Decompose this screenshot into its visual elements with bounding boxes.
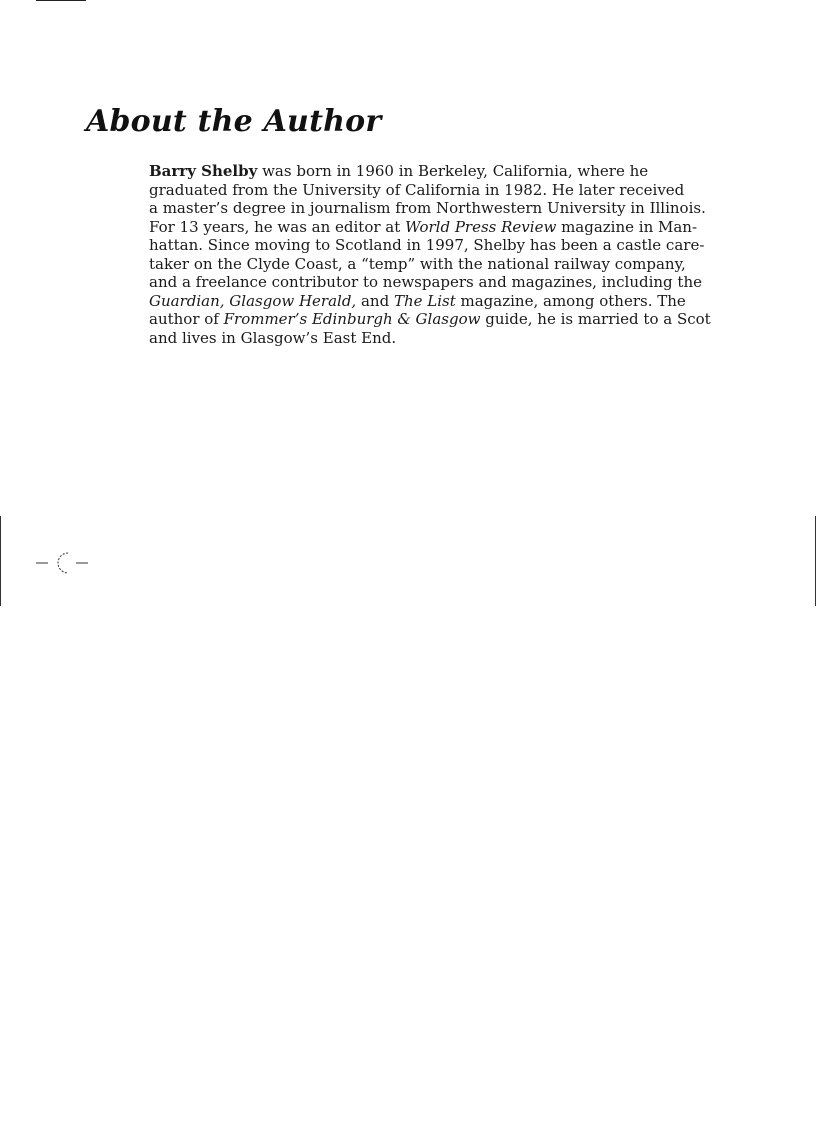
bio-text: author of — [149, 310, 224, 328]
top-crop-rule — [36, 0, 86, 1]
bio-text: and a freelance contributor to newspapers and magazines, including the — [149, 273, 702, 291]
author-bio-paragraph — [149, 162, 764, 347]
bio-line — [149, 255, 764, 274]
author-name: Barry Shelby — [149, 162, 258, 180]
bio-text: was born in 1960 in Berkeley, California, where he — [257, 162, 649, 180]
bio-text: and lives in Glasgow’s East End. — [149, 328, 397, 347]
bio-text: hattan. Since moving to Scotland in 1997, Shelby has been a castle care- — [149, 236, 705, 254]
left-crop-mark — [0, 516, 1, 606]
bio-text: graduated from the University of California in 1982. He later received — [149, 180, 685, 199]
bio-line — [149, 162, 764, 181]
publication-title: Guardian, Glasgow Herald, — [149, 291, 357, 310]
registration-mark-icon — [36, 548, 88, 578]
publication-title: World Press Review — [405, 217, 557, 236]
bio-line — [149, 292, 764, 311]
bio-text: For 13 years, he was an editor at — [149, 217, 406, 236]
publication-title: The List — [393, 291, 456, 310]
bio-line — [149, 199, 764, 218]
bio-line — [149, 310, 764, 329]
bio-text: taker on the Clyde Coast, a “temp” with the national railway company, — [149, 254, 686, 273]
bio-text: guide, he is married to a Scot — [480, 310, 711, 328]
bio-text: magazine in Man- — [556, 217, 698, 236]
bio-line — [149, 236, 764, 255]
bio-line — [149, 181, 764, 200]
bio-line — [149, 273, 764, 292]
bio-line — [149, 218, 764, 237]
bio-text: magazine, among others. The — [455, 291, 686, 310]
publication-title: Frommer’s Edinburgh & Glasgow — [223, 310, 481, 328]
bio-line — [149, 329, 764, 348]
bio-text: and — [356, 291, 394, 310]
bio-text: a master’s degree in journalism from Northwestern University in Illinois. — [149, 199, 706, 217]
page-heading: About the Author — [86, 104, 382, 139]
